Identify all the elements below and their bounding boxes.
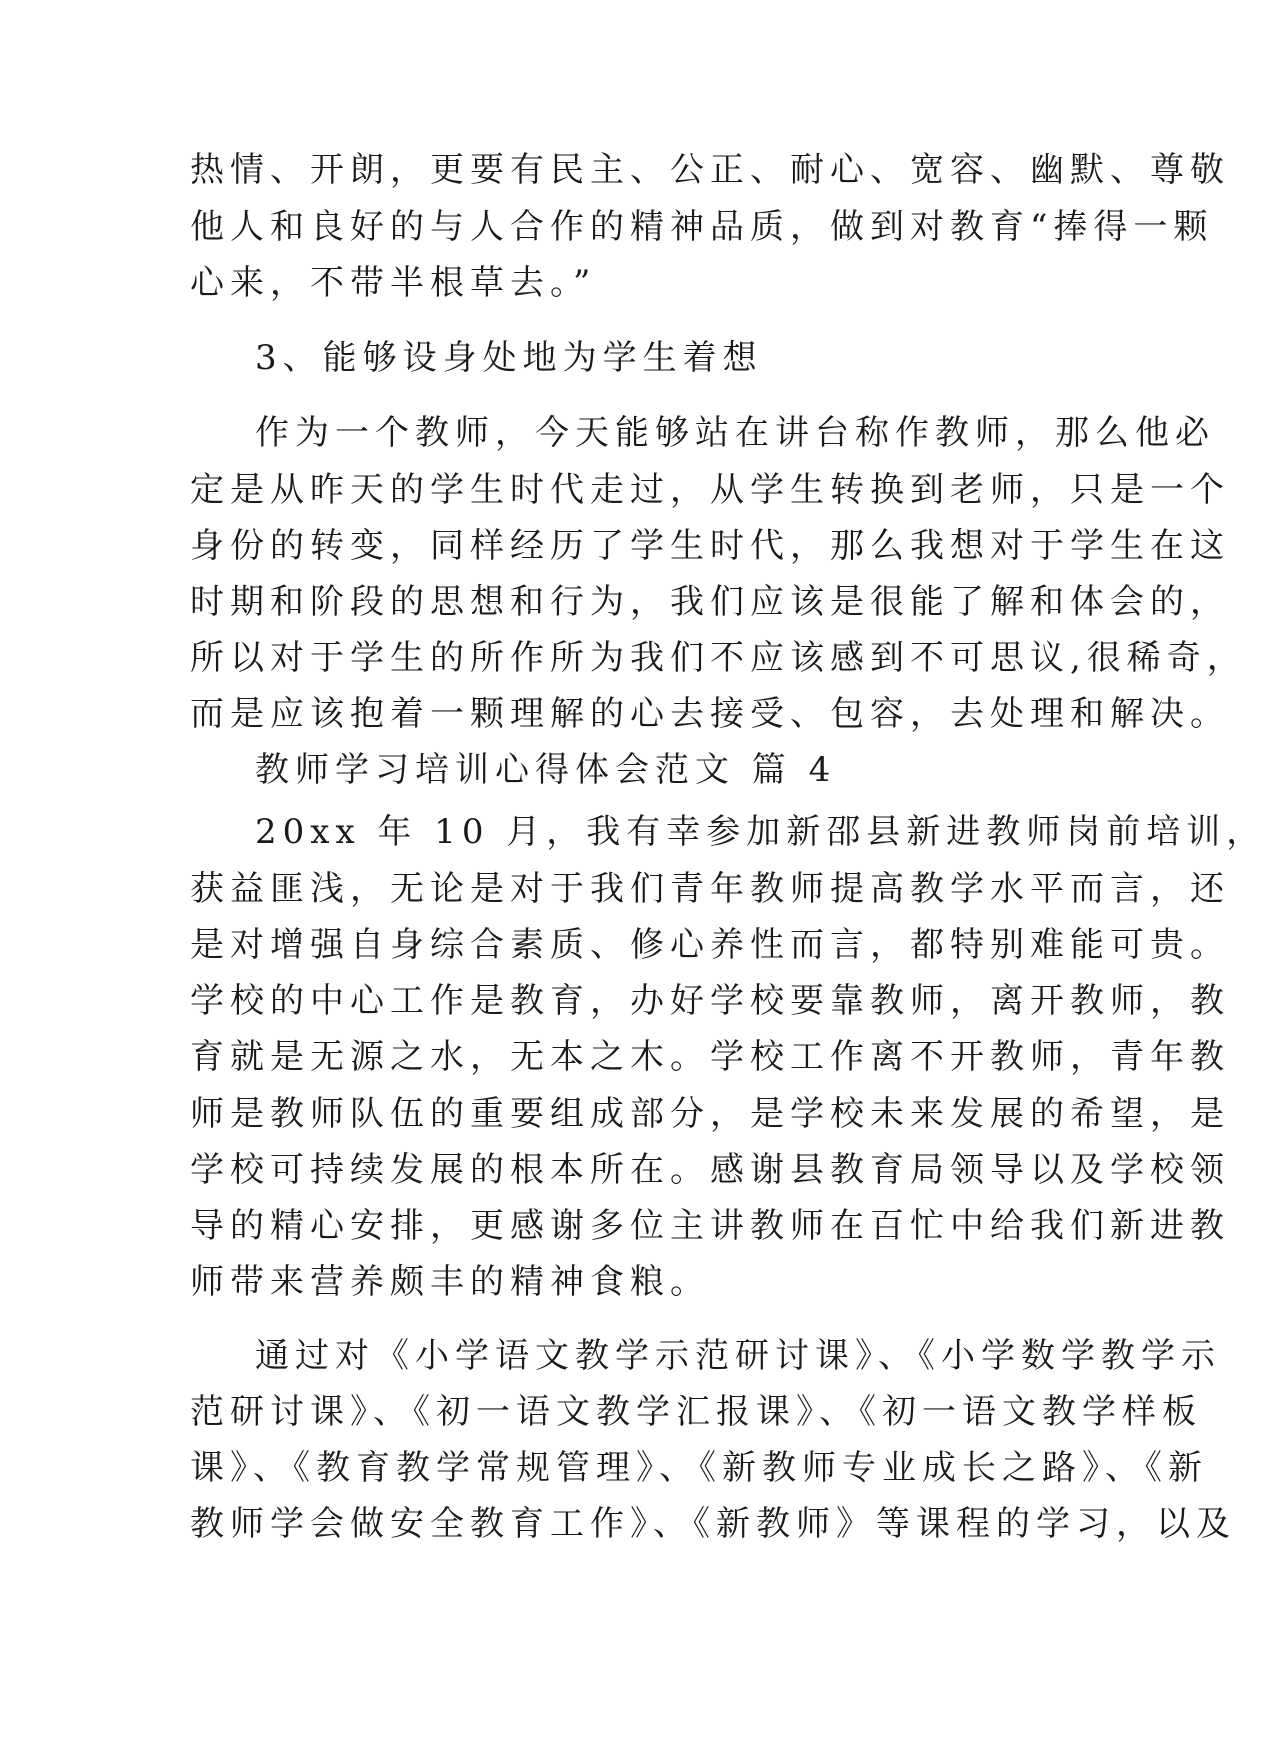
text-line: 定是从昨天的学生时代走过，从学生转换到老师，只是一个 — [190, 470, 1230, 510]
text-line: 课》、《教育教学常规管理》、《新教师专业成长之路》、《新 — [190, 1448, 1208, 1488]
text-line: 是对增强自身综合素质、修心养性而言，都特别难能可贵。 — [190, 925, 1230, 965]
text-line: 师是教师队伍的重要组成部分，是学校未来发展的希望，是 — [190, 1094, 1230, 1134]
text-line: 20xx 年 10 月，我有幸参加新邵县新进教师岗前培训， — [255, 812, 1266, 852]
text-line: 学校的中心工作是教育，办好学校要靠教师，离开教师，教 — [190, 981, 1230, 1021]
text-line: 育就是无源之水，无本之木。学校工作离不开教师，青年教 — [190, 1037, 1230, 1077]
text-line: 他人和良好的与人合作的精神品质，做到对教育“捧得一颗 — [190, 207, 1214, 247]
text-line: 导的精心安排，更感谢多位主讲教师在百忙中给我们新进教 — [190, 1206, 1230, 1246]
text-line: 作为一个教师，今天能够站在讲台称作教师，那么他必 — [255, 413, 1215, 453]
text-line: 师带来营养颇丰的精神食粮。 — [190, 1262, 710, 1302]
text-line: 教师学会做安全教育工作》、《新教师》等课程的学习，以及 — [190, 1504, 1236, 1544]
text-line: 心来，不带半根草去。” — [190, 263, 597, 303]
text-line: 通过对《小学语文教学示范研讨课》、《小学数学教学示 — [255, 1336, 1221, 1376]
text-line: 学校可持续发展的根本所在。感谢县教育局领导以及学校领 — [190, 1150, 1230, 1190]
text-line: 范研讨课》、《初一语文教学汇报课》、《初一语文教学样板 — [190, 1392, 1202, 1432]
text-line: 而是应该抱着一颗理解的心去接受、包容，去处理和解决。 — [190, 694, 1230, 734]
text-line: 身份的转变，同样经历了学生时代，那么我想对于学生在这 — [190, 526, 1230, 566]
text-line: 时期和阶段的思想和行为，我们应该是很能了解和体会的， — [190, 582, 1230, 622]
text-line: 热情、开朗，更要有民主、公正、耐心、宽容、幽默、尊敬 — [190, 150, 1230, 190]
section-heading: 3、能够设身处地为学生着想 — [255, 338, 763, 378]
article-title: 教师学习培训心得体会范文 篇 4 — [255, 750, 837, 790]
text-line: 所以对于学生的所作所为我们不应该感到不可思议,很稀奇， — [190, 638, 1247, 678]
text-line: 获益匪浅，无论是对于我们青年教师提高教学水平而言，还 — [190, 869, 1230, 909]
